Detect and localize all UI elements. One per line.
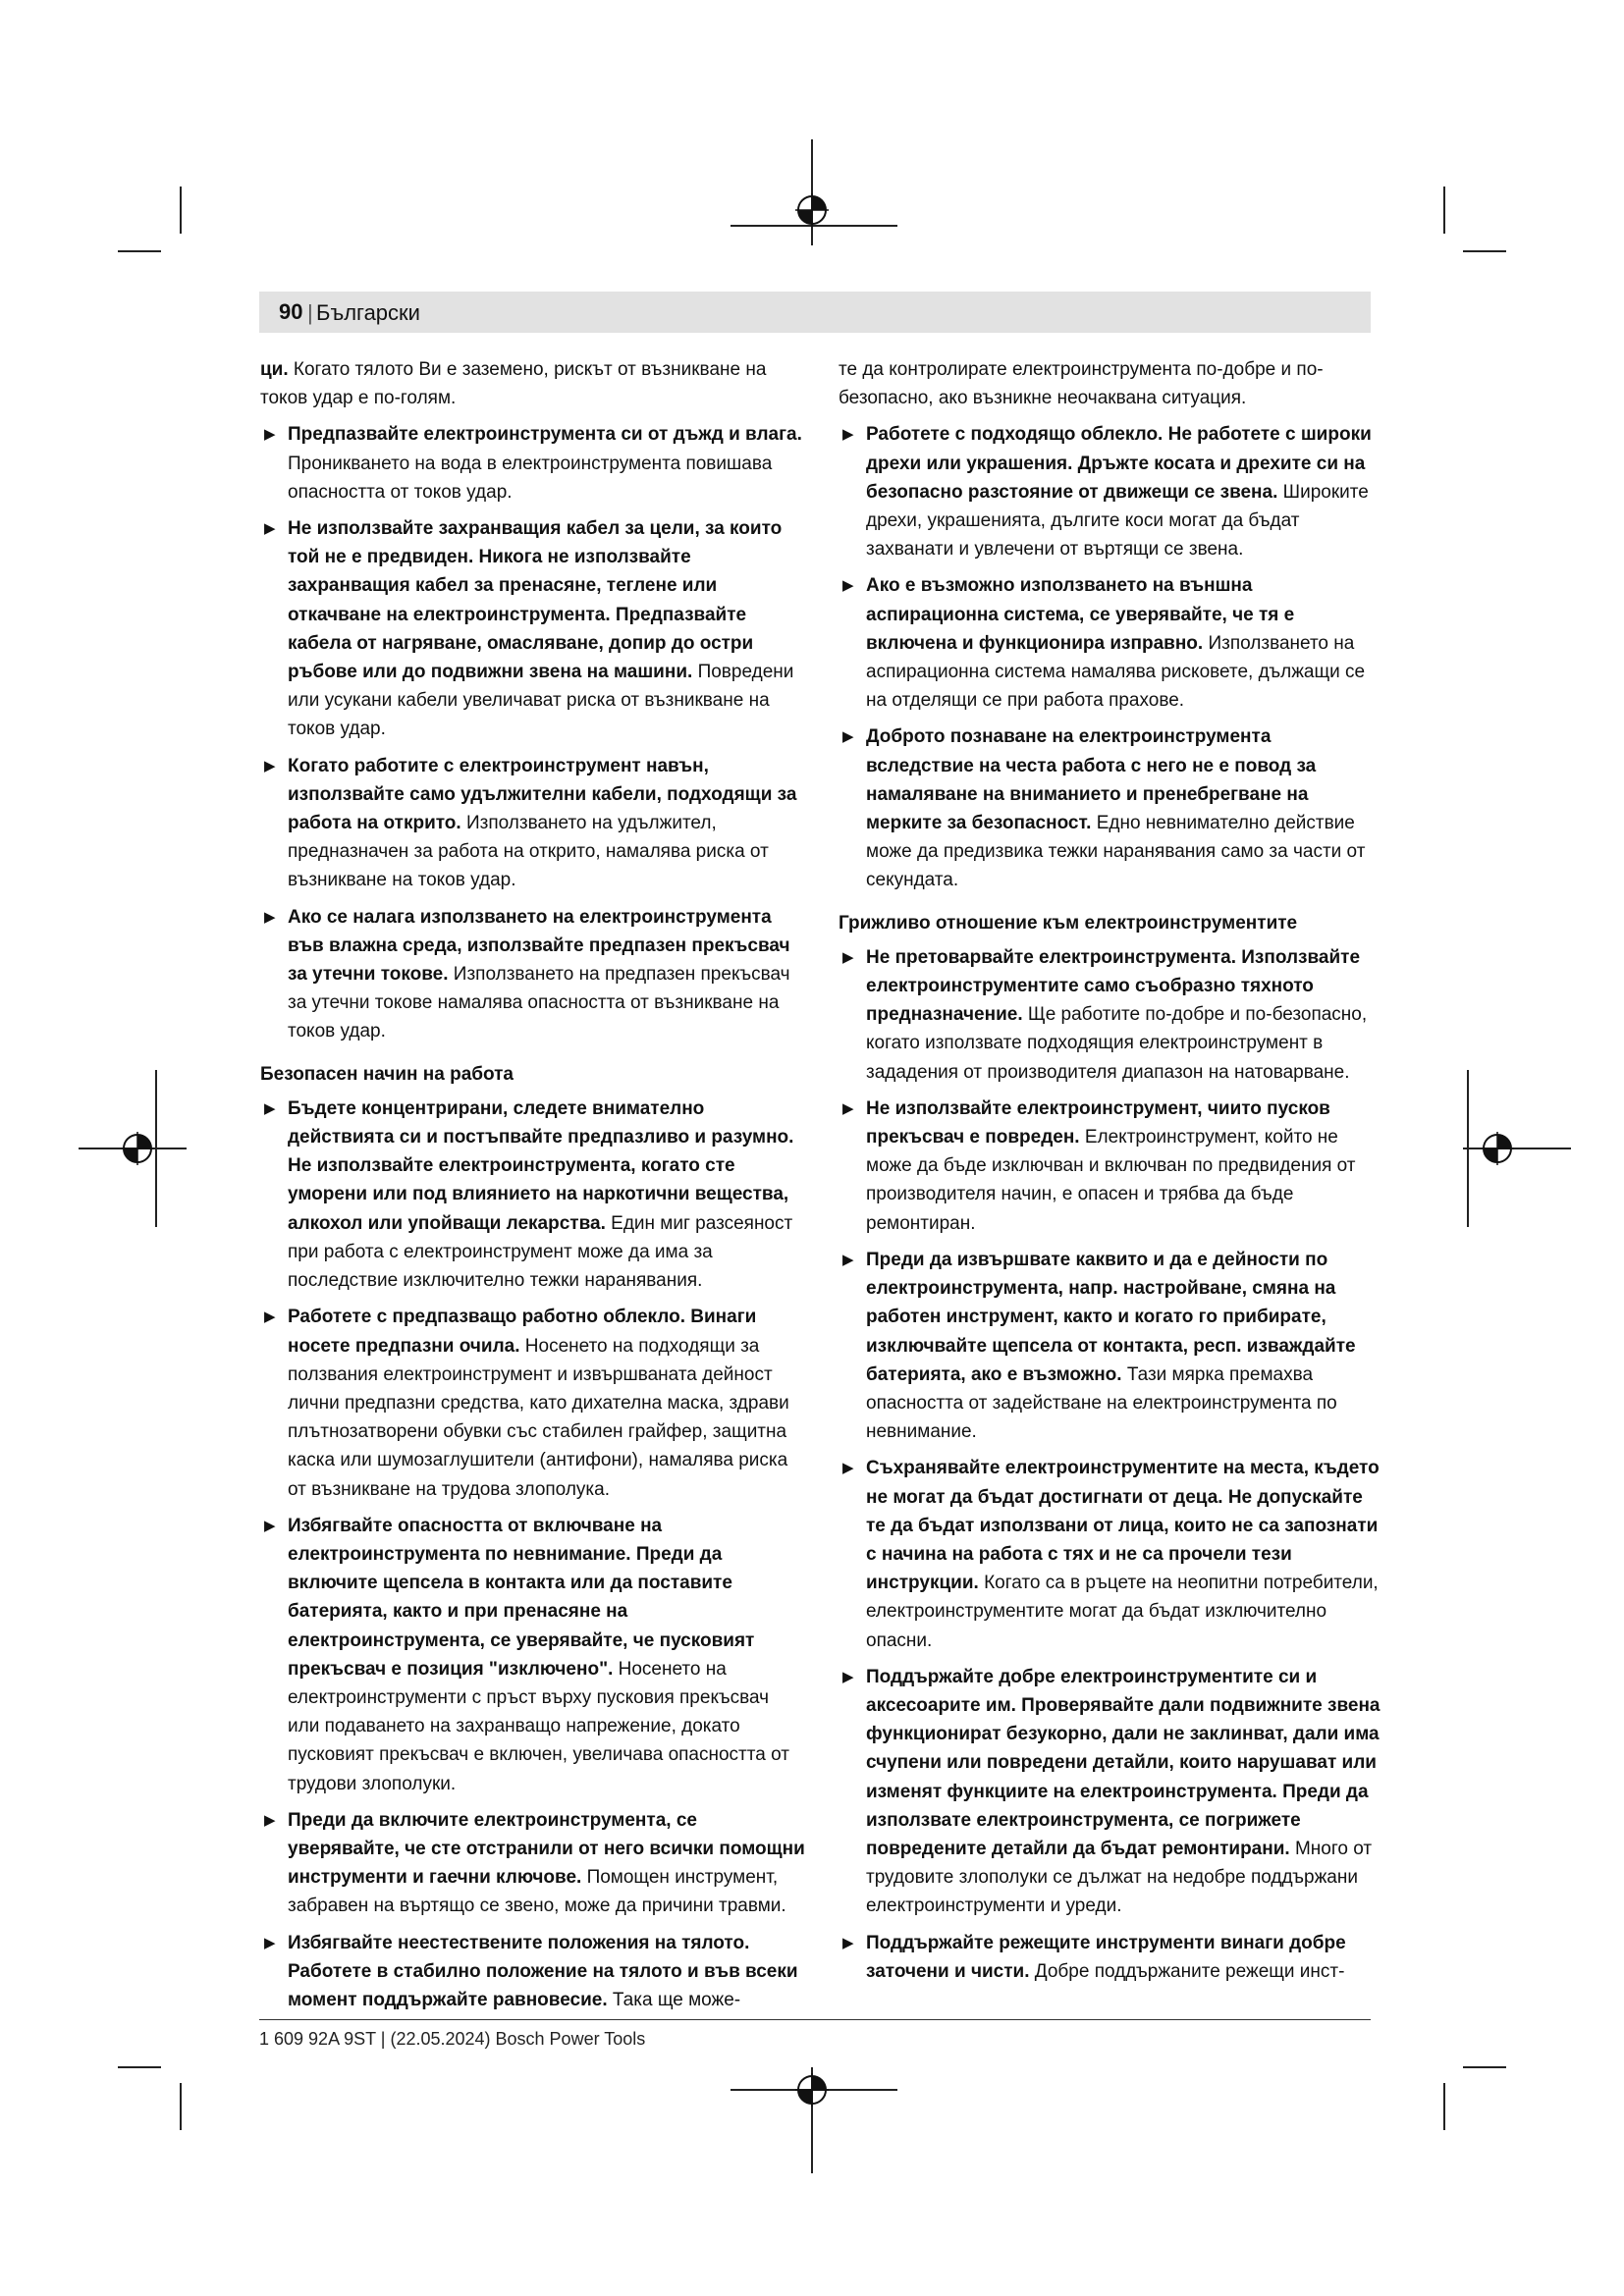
list-item-text: Носенето на подходящи за ползвания електроинструмент и извършваната дейност лични предпазни средства, като дихателна маска, здрави плътнозатворени обувки със стабилен грайфер, защитна каска или шумозаглушители (антифони), намалява риска от възникване на трудова злополука.: [288, 1335, 789, 1500]
list-item: [260, 420, 805, 507]
list-item: [839, 420, 1383, 563]
list-item-bold: Работете с подходящо облекло. Не работете с широки дрехи или украшения. Дръжте косата и дрехите си на безопасно разстояние от движещи се звена.: [866, 424, 1372, 503]
bullet-triangle-icon: ▶: [264, 1517, 276, 1534]
list-item-bold: Работете с предпазващо работно облекло. Винаги носете предпазни очила.: [288, 1307, 757, 1357]
list-item-text: Ще работите по-добре и по-безопасно, когато използвате подходящия електроинструмент в зададения от производителя диапазон на натоварване.: [866, 1004, 1368, 1083]
list-item-bold: Ако е възможно използването на външна аспирационна система, се уверявайте, че тя е включена и функционира изправно.: [866, 575, 1295, 654]
right-safety-list-care: [839, 943, 1383, 1986]
list-item: [839, 1663, 1383, 1921]
list-item-text: Едно невнимателно действие може да предизвика тежки наранявания само за части от секундата.: [866, 813, 1366, 891]
list-item: [260, 1303, 805, 1503]
list-item-bold: Не използвайте електроинструмент, чиито пусков прекъсвач е повреден.: [866, 1097, 1330, 1148]
bullet-triangle-icon: ▶: [842, 1251, 854, 1268]
list-item-text: Така ще може-: [612, 1989, 741, 2010]
footer-text: 1 609 92A 9ST | (22.05.2024) Bosch Power Tools: [259, 2029, 646, 2049]
registration-target-icon: [795, 193, 829, 227]
registration-target-icon: [1481, 1132, 1514, 1165]
list-item-bold: Не използвайте захранващия кабел за цели, за които той не е предвиден. Никога не използвайте захранващия кабел за пренасяне, теглене или откачване на електроинструмента. Предпазвайте кабела от нагряване, омасляване, допир до остри ръбове или до подвижни звена на машини.: [288, 518, 783, 683]
list-item: [839, 1929, 1383, 1986]
list-item-text: Носенето на електроинструменти с пръст върху пусковия прекъсвач или подаването на захранващо напрежение, докато пусковият прекъсвач е включен, увеличава опасността от трудови злополуки.: [288, 1658, 789, 1794]
list-item-bold: Избягвайте опасността от включване на електроинструмента по невнимание. Преди да включите щепсела в контакта или да поставите батерията, както и при пренасяне на електроинструмента, се уверявайте, че пусковият прекъсвач е позиция "изключено".: [288, 1515, 755, 1680]
left-intro-bold: ци.: [260, 359, 289, 380]
bullet-triangle-icon: ▶: [264, 1811, 276, 1829]
bullet-triangle-icon: ▶: [264, 520, 276, 538]
list-item: [260, 1095, 805, 1295]
list-item-text: Добре поддържаните режещи инст-: [1034, 1960, 1345, 1982]
list-item: [260, 903, 805, 1046]
list-item-text: Електроинструмент, който не може да бъде изключван и включван по предвидения от производителя начин, е опасен и трябва да бъде ремонтиран.: [866, 1127, 1356, 1234]
bullet-triangle-icon: ▶: [842, 426, 854, 444]
list-item-bold: Предпазвайте електроинструмента си от дъжд и влага.: [288, 424, 802, 446]
right-column: [839, 355, 1383, 1994]
list-item-bold: Преди да включите електроинструмента, се уверявайте, че сте отстранили от него всички помощни инструменти и гаечни ключове.: [288, 1809, 805, 1889]
crop-mark-bottom-left-v: [180, 2083, 182, 2130]
registration-line-right-v: [1467, 1070, 1469, 1227]
right-safety-list-clothing: [839, 420, 1383, 894]
bullet-triangle-icon: ▶: [264, 1934, 276, 1951]
crop-mark-top-right-v: [1443, 187, 1445, 234]
list-item-text: Когато са в ръцете на неопитни потребители, електроинструментите могат да бъдат изключително опасни.: [866, 1573, 1379, 1651]
left-safety-list-work: [260, 1095, 805, 2014]
list-item-text: Един миг разсеяност при работа с електроинструмент може да има за последствие изключително тежки наранявания.: [288, 1212, 793, 1292]
bullet-triangle-icon: ▶: [842, 948, 854, 966]
list-item-text: Тази мярка премахва опасността от задействане на електроинструмента по невнимание.: [866, 1363, 1337, 1443]
list-item-bold: Поддържайте режещите инструменти винаги добре заточени и чисти.: [866, 1932, 1346, 1982]
list-item-bold: Доброто познаване на електроинструмента вследствие на честа работа с него не е повод за намаляване на вниманието и пренебрегване на мерките за безопасност.: [866, 726, 1317, 834]
list-item: [260, 752, 805, 895]
bullet-triangle-icon: ▶: [264, 757, 276, 774]
list-item-text: Използването на предпазен прекъсвач за утечни токове намалява опасността от възникване на токов удар.: [288, 964, 790, 1042]
list-item: [260, 514, 805, 744]
bullet-triangle-icon: ▶: [264, 426, 276, 444]
list-item-bold: Не претоварвайте електроинструмента. Използвайте електроинструментите само съобразно тяхното предназначение.: [866, 946, 1361, 1026]
bullet-triangle-icon: ▶: [842, 728, 854, 746]
list-item: [839, 943, 1383, 1087]
list-item-text: Широките дрехи, украшенията, дългите коси могат да бъдат захванати и увлечени от въртящи се звена.: [866, 481, 1369, 561]
list-item: [839, 722, 1383, 894]
list-item-bold: Бъдете концентрирани, следете внимателно действията си и постъпвайте предпазливо и разумно. Не използвайте електроинструмента, когато сте уморени или под влиянието на наркотични вещества, алкохол или упойващи лекарства.: [288, 1097, 794, 1234]
list-item-bold: Съхранявайте електроинструментите на места, където не могат да бъдат достигнати от деца. Не допускайте те да бъдат използвани от лица, които не са запознати с начина на работа с тях и не са прочели тези инструкции.: [866, 1458, 1380, 1594]
crop-mark-bottom-right-h: [1463, 2066, 1506, 2068]
bullet-triangle-icon: ▶: [264, 1308, 276, 1326]
list-item-bold: Когато работите с електроинструмент навън, използвайте само удължителни кабели, подходящи за работа на открито.: [288, 755, 797, 834]
registration-line-left-v: [155, 1070, 157, 1227]
list-item: [260, 1512, 805, 1798]
page-number: 90: [279, 299, 303, 324]
registration-target-icon: [121, 1132, 154, 1165]
bullet-triangle-icon: ▶: [842, 1668, 854, 1685]
crop-mark-top-left-v: [180, 187, 182, 234]
registration-line-top-v: [811, 139, 813, 245]
bullet-triangle-icon: ▶: [842, 1934, 854, 1951]
list-item-bold: Преди да извършвате каквито и да е дейности по електроинструмента, напр. настройване, смяна на работен инструмент, както и когато го прибирате, изключвайте щепсела от контакта, респ. изваждайте батерията, ако е възможно.: [866, 1249, 1356, 1385]
crop-mark-top-left-h: [118, 250, 161, 252]
header-separator: |: [307, 300, 313, 325]
list-item-text: Използването на удължител, предназначен за работа на открито, намалява риска от възникване на токов удар.: [288, 813, 769, 891]
crop-mark-bottom-left-h: [118, 2066, 161, 2068]
right-intro-paragraph: те да контролирате електроинструмента по-добре и по-безопасно, ако възникне неочаквана ситуация.: [839, 359, 1324, 409]
left-intro-text: Когато тялото Ви е заземено, рискът от възникване на токов удар е по-голям.: [260, 359, 767, 409]
list-item-text: Използването на аспирационна система намалява рисковете, дължащи се на отделящи се при работа прахове.: [866, 632, 1366, 712]
registration-target-icon: [795, 2073, 829, 2107]
left-intro-paragraph: [260, 355, 805, 412]
list-item: [839, 571, 1383, 715]
bullet-triangle-icon: ▶: [842, 1460, 854, 1477]
list-item: [839, 1454, 1383, 1654]
bullet-triangle-icon: ▶: [842, 1099, 854, 1117]
left-safety-list-electrical: [260, 420, 805, 1045]
section-heading-safe-work: Безопасен начин на работа: [260, 1063, 514, 1085]
list-item-text: Помощен инструмент, забравен на въртящо се звено, може да причини травми.: [288, 1867, 786, 1917]
list-item: [260, 1929, 805, 2015]
header-language: Български: [316, 300, 420, 325]
bullet-triangle-icon: ▶: [264, 908, 276, 926]
section-heading-tool-care: Грижливо отношение към електроинструментите: [839, 912, 1298, 934]
list-item-text: Проникването на вода в електроинструмента повишава опасността от токов удар.: [288, 453, 773, 503]
page-header-bar: [259, 292, 1371, 333]
list-item-bold: Ако се налага използването на електроинструмента във влажна среда, използвайте предпазен прекъсвач за утечни токове.: [288, 906, 790, 986]
list-item-bold: Избягвайте неестествените положения на тялото. Работете в стабилно положение на тялото и във всеки момент поддържайте равновесие.: [288, 1932, 798, 2010]
list-item: [260, 1806, 805, 1921]
list-item-text: Повредени или усукани кабели увеличават риска от възникване на токов удар.: [288, 662, 794, 740]
crop-mark-bottom-right-v: [1443, 2083, 1445, 2130]
bullet-triangle-icon: ▶: [842, 577, 854, 595]
list-item: [839, 1246, 1383, 1446]
list-item-text: Много от трудовите злополуки се дължат на недобре поддържани електроинструменти и уреди.: [866, 1838, 1373, 1917]
registration-line-right-h: [1463, 1148, 1571, 1149]
list-item-bold: Поддържайте добре електроинструментите си и аксесоарите им. Проверявайте дали подвижните звена функционират безукорно, дали не заклинват, дали има счупени или повредени детайли, които нарушават или изменят функциите на електроинструмента. Преди да използвате електроинструмента, се погрижете повредените детайли да бъдат ремонтирани.: [866, 1666, 1380, 1859]
left-column: [260, 355, 805, 2022]
list-item: [839, 1095, 1383, 1238]
bullet-triangle-icon: ▶: [264, 1099, 276, 1117]
footer-rule: [259, 2019, 1371, 2020]
crop-mark-top-right-h: [1463, 250, 1506, 252]
